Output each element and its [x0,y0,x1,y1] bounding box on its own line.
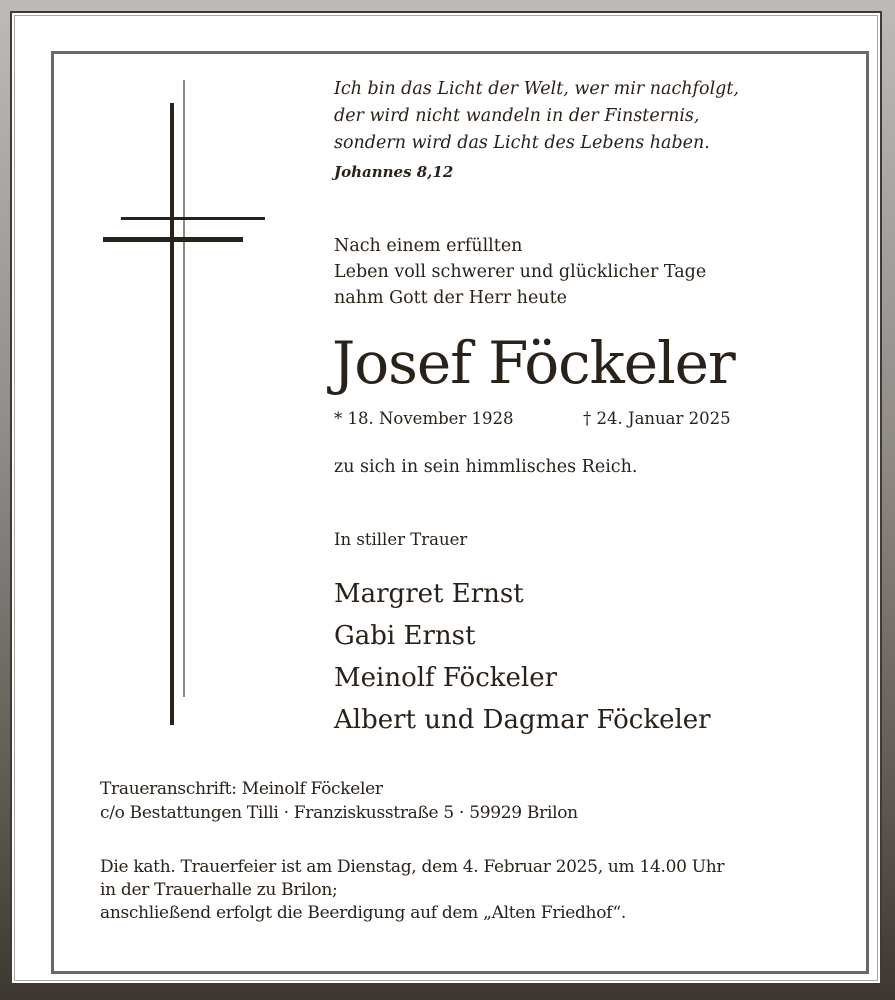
closing-text: zu sich in sein himmlisches Reich. [334,457,638,477]
intro-text [334,233,706,311]
mourner-name: Gabi Ernst [334,621,476,651]
intro-line: nahm Gott der Herr heute [334,288,567,308]
mourner-name: Albert und Dagmar Föckeler [334,705,711,735]
birth-date: * 18. November 1928 [334,409,514,428]
address-line: Traueranschrift: Meinolf Föckeler [100,779,383,799]
intro-line: Nach einem erfüllten [334,236,523,256]
mourning-address [100,777,578,825]
mourner-name: Meinolf Föckeler [334,663,558,693]
deceased-name: Josef Föckeler [332,329,735,397]
verse-line: der wird nicht wandeln in der Finsternis, [334,106,700,126]
mourner-name: Margret Ernst [334,579,524,609]
verse-line: Ich bin das Licht der Welt, wer mir nachfolgt, [334,79,739,99]
verse-line: sondern wird das Licht des Lebens haben. [334,133,710,153]
service-line: anschließend erfolgt die Beerdigung auf dem „Alten Friedhof“. [100,903,626,923]
bible-verse [334,76,739,157]
mourning-label: In stiller Trauer [334,530,468,549]
address-line: c/o Bestattungen Tilli · Franziskusstraße 5 · 59929 Brilon [100,803,578,823]
mourners-list [334,573,711,741]
death-date: † 24. Januar 2025 [583,409,731,428]
obituary-card [10,11,882,985]
service-line: Die kath. Trauerfeier ist am Dienstag, dem 4. Februar 2025, um 14.00 Uhr [100,857,725,877]
intro-line: Leben voll schwerer und glücklicher Tage [334,262,707,282]
service-line: in der Trauerhalle zu Brilon; [100,880,338,900]
service-info [100,856,724,925]
verse-reference: Johannes 8,12 [334,163,454,181]
